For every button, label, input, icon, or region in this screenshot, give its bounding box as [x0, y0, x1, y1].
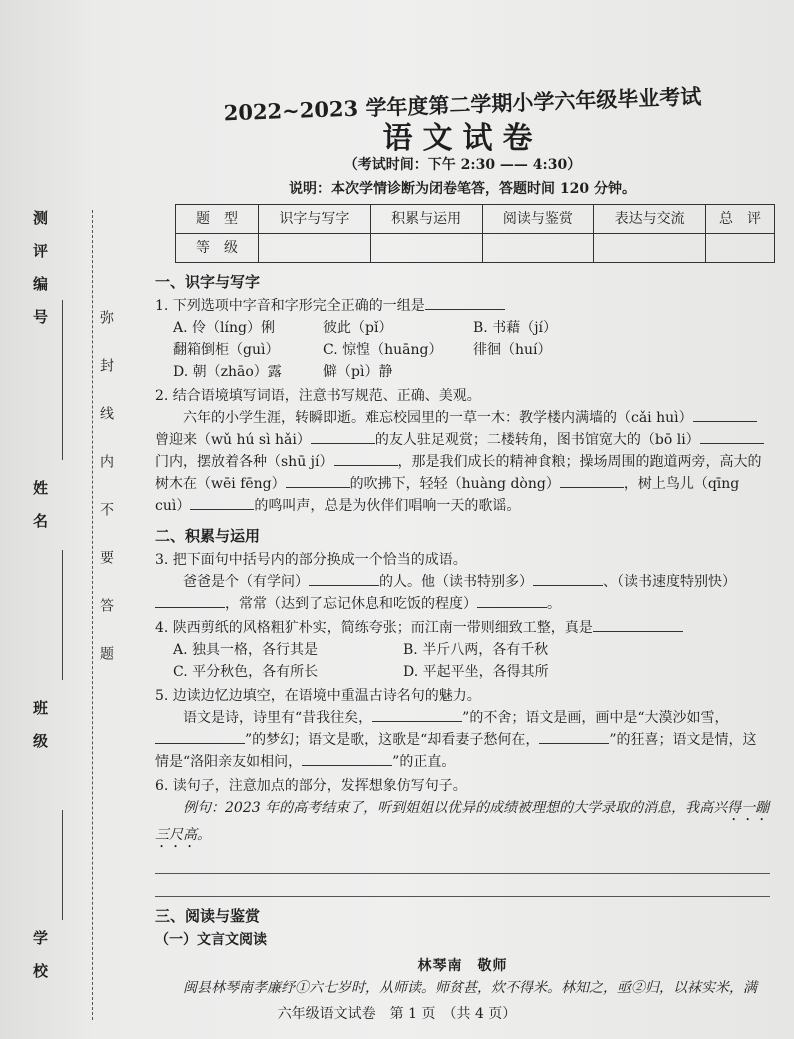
answer-blank[interactable] [334, 451, 398, 466]
score-cell: 题 型 [176, 205, 259, 234]
sentence-text: ，常常（达到了忘记休息和吃饭的程度） [225, 596, 477, 612]
passage-text: 语文是诗，诗里有“昔我往矣， [183, 710, 373, 726]
passage-text: 的友人驻足观赏；二楼转角，图书馆宽大的（bō li） [374, 432, 700, 448]
page-footer: 六年级语文试卷 第 1 页 （共 4 页） [277, 1006, 517, 1022]
binding-school-line [62, 810, 63, 920]
answer-line[interactable] [155, 851, 770, 874]
option: B. 半斤八两，各有千秋 [403, 642, 549, 658]
grade-cell[interactable] [482, 234, 594, 263]
passage-text: 的狂喜；语文是情，这情是“洛阳亲友如相问， [155, 732, 757, 770]
option: D. 平起平坐，各得其所 [403, 664, 549, 680]
option: 僻（pì）静 [323, 364, 393, 380]
exam-time: （考试时间：下午 2:30 —— 4:30） [343, 157, 582, 173]
sentence-text: 的人。他（读书特别多） [379, 574, 533, 590]
option: 徘徊（huí） [473, 342, 552, 358]
binding-class-line [62, 550, 63, 680]
answer-blank[interactable] [560, 473, 624, 488]
question-2-passage [155, 407, 770, 517]
option: 翻箱倒柜（guì） [173, 342, 280, 358]
option: D. 朝（zhāo）露 [173, 364, 282, 380]
answer-blank[interactable] [302, 751, 392, 766]
section-1-title: 一、识字与写字 [155, 273, 261, 291]
passage-text: ” [609, 732, 617, 748]
answer-blank[interactable] [425, 295, 505, 310]
question-6-example [155, 797, 770, 851]
section-3-title: 三、阅读与鉴赏 [155, 907, 261, 925]
binding-margin [0, 190, 132, 1039]
example-text: 。 [197, 827, 211, 843]
score-cell: 积累与运用 [370, 205, 482, 234]
answer-blank[interactable] [693, 407, 757, 422]
question-1-options [155, 317, 770, 383]
option: 彼此（pǐ） [323, 320, 393, 336]
question-1 [155, 295, 770, 317]
passage-text: 六年的小学生涯，转瞬即逝。难忘校园里的一草一木：教学楼内满墙的（cǎi huì） [183, 410, 693, 426]
answer-blank[interactable] [700, 429, 764, 444]
option: A. 伶（líng）俐 [173, 320, 275, 336]
binding-id-label: 测评编号 [31, 210, 49, 342]
score-cell: 等 级 [176, 234, 259, 263]
grade-cell[interactable] [370, 234, 482, 263]
sentence-text: 特别快） [680, 574, 736, 590]
score-cell: 阅读与鉴赏 [482, 205, 594, 234]
question-3: 3. 把下面句中括号内的部分换成一个恰当的成语。 [155, 552, 467, 568]
passage-text: 如雪， [686, 710, 729, 726]
passage-text: ”的不舍；语文是画，画中是“大漠沙 [462, 710, 687, 726]
answer-blank[interactable] [286, 473, 350, 488]
answer-blank[interactable] [155, 729, 245, 744]
option: A. 独具一格，各行其是 [173, 642, 319, 658]
question-5: 5. 边读边忆边填空，在语境中重温古诗名句的魅力。 [155, 688, 481, 704]
exam-subject: 语文试卷 [382, 121, 543, 156]
passage-text: 闽县林琴南孝廉纾①六七岁时，从师读。师贫甚，炊不得米。林知之，亟②归，以袜实米，满 [183, 980, 757, 996]
section-2-title: 二、积累与运用 [155, 527, 261, 545]
grade-cell[interactable] [594, 234, 706, 263]
answer-blank[interactable] [593, 617, 683, 632]
passage-text: 门内，摆放着各种（shū jí） [155, 454, 334, 470]
example-emphasis: 得一蹦三尺高 [155, 800, 770, 843]
exam-content [155, 50, 770, 999]
binding-name-line [62, 300, 63, 460]
score-table [175, 204, 775, 263]
question-5-passage [155, 707, 770, 773]
question-4 [155, 617, 770, 639]
answer-blank[interactable] [533, 571, 603, 586]
binding-class-label: 班级 [31, 700, 49, 766]
binding-name-label: 姓名 [31, 480, 49, 546]
answer-blank[interactable] [372, 707, 462, 722]
score-table-header-row [176, 205, 775, 234]
question-3-sentence [155, 571, 770, 615]
passage-text: ”的正直。 [392, 754, 456, 770]
question-2: 2. 结合语境填写词语，注意书写规范、正确、美观。 [155, 388, 481, 404]
passage-title: 林琴南 敬师 [417, 958, 508, 974]
option: B. 书藉（jí） [473, 320, 558, 336]
seal-dashed-line [92, 210, 93, 1020]
sentence-text: 。 [547, 596, 561, 612]
sentence-text: 爸爸是个（有学问） [183, 574, 309, 590]
example-text: 例句：2023 年的高考结束了，听到姐姐以优异的成绩被理想的大学录取的消息，我高兴 [183, 800, 728, 816]
score-table-grade-row [176, 234, 775, 263]
question-4-text: 4. 陕西剪纸的风格粗犷朴实，简练夸张；而江南一带则细致工整，真是 [155, 620, 593, 636]
answer-blank[interactable] [190, 495, 254, 510]
passage-text: 的树木在（wēi fēng） [155, 454, 762, 492]
exam-title: 2022~2023 学年度第二学期小学六年级毕业考试 [223, 83, 702, 126]
question-1-text: 1. 下列选项中字音和字形完全正确的一组是 [155, 298, 425, 314]
score-cell: 总 评 [706, 205, 775, 234]
passage-text: 的鸣叫声，总是为伙伴们唱响一天的歌谣。 [254, 498, 521, 514]
sentence-text: 、（读书速度 [603, 574, 680, 590]
question-4-options [155, 639, 770, 683]
passage-text: 曾迎来（wǔ hú sì hǎi） [155, 432, 311, 448]
grade-cell[interactable] [706, 234, 775, 263]
passage-text: ”的梦幻；语文是歌，这歌是“却看妻子愁何在， [245, 732, 540, 748]
exam-note: 说明：本次学情诊断为闭卷笔答，答题时间 120 分钟。 [289, 181, 636, 197]
score-cell: 表达与交流 [594, 205, 706, 234]
grade-cell[interactable] [259, 234, 371, 263]
passage-text: ，树上鸟儿 [623, 476, 694, 492]
answer-line[interactable] [155, 874, 770, 897]
answer-blank[interactable] [539, 729, 609, 744]
option: C. 平分秋色，各有所长 [173, 664, 319, 680]
answer-blank[interactable] [477, 593, 547, 608]
section-3-subtitle: （一）文言文阅读 [155, 932, 267, 948]
seal-text: 弥封线内不要答题 [98, 310, 114, 694]
answer-blank[interactable] [309, 571, 379, 586]
passage-text: ，那是我们成长的精神食粮；操场周围的跑道两旁，高大 [397, 454, 748, 470]
answer-blank[interactable] [155, 593, 225, 608]
option: C. 惊惶（huāng） [323, 342, 443, 358]
passage-text: （qīng cuì） [155, 476, 740, 514]
question-6: 6. 读句子，注意加点的部分，发挥想象仿写句子。 [155, 778, 467, 794]
binding-school-label: 学校 [31, 930, 49, 996]
score-cell: 识字与写字 [259, 205, 371, 234]
answer-blank[interactable] [311, 429, 375, 444]
passage-text: 的吹拂下，轻轻（huàng dòng） [349, 476, 560, 492]
